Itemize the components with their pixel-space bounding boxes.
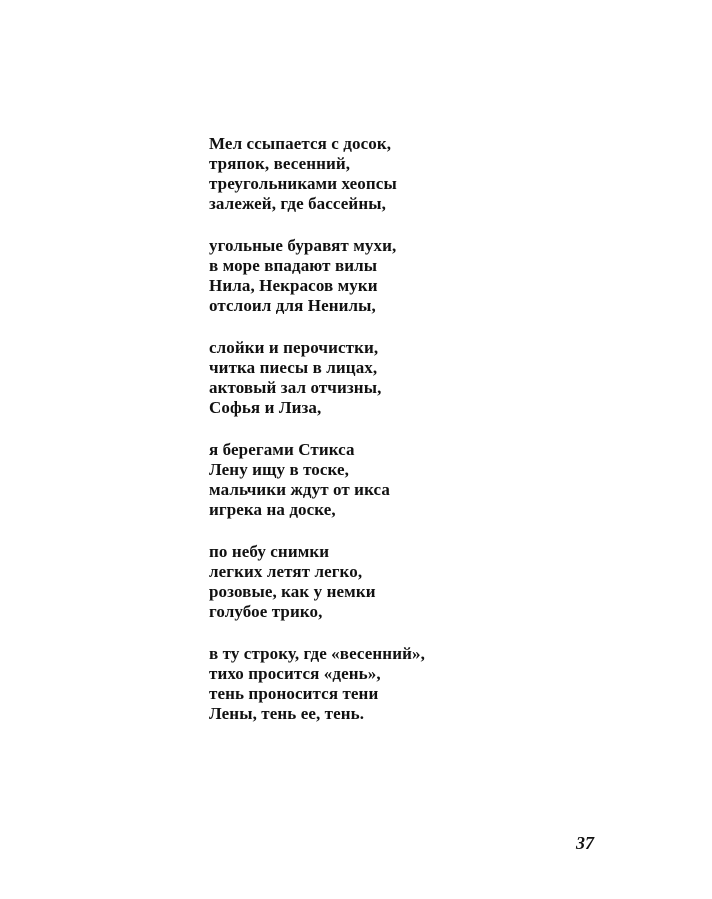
poem-line: Нила, Некрасов муки — [209, 276, 378, 295]
poem — [209, 134, 509, 746]
poem-line: угольные буравят мухи, — [209, 236, 397, 255]
stanza-3 — [209, 338, 509, 418]
stanza-1 — [209, 134, 509, 214]
stanza-2 — [209, 236, 509, 316]
poem-line: розовые, как у немки — [209, 582, 376, 601]
poem-line: я берегами Стикса — [209, 440, 355, 459]
page-number: 37 — [576, 833, 594, 853]
poem-line: Софья и Лиза, — [209, 398, 322, 417]
stanza-6 — [209, 644, 509, 724]
poem-line: слойки и перочистки, — [209, 338, 379, 357]
poem-line: тень проносится тени — [209, 684, 379, 703]
poem-line: игрека на доске, — [209, 500, 336, 519]
poem-line: по небу снимки — [209, 542, 330, 561]
poem-line: тряпок, весенний, — [209, 154, 351, 173]
poem-line: актовый зал отчизны, — [209, 378, 382, 397]
poem-line: в ту строку, где «весенний», — [209, 644, 425, 663]
poem-line: залежей, где бассейны, — [209, 194, 386, 213]
stanza-5 — [209, 542, 509, 622]
poem-line: читка пиесы в лицах, — [209, 358, 378, 377]
poem-line: в море впадают вилы — [209, 256, 378, 275]
poem-line: Мел ссыпается с досок, — [209, 134, 392, 153]
poem-line: Лену ищу в тоске, — [209, 460, 350, 479]
poem-line: треугольниками хеопсы — [209, 174, 397, 193]
poem-line: мальчики ждут от икса — [209, 480, 390, 499]
poem-line: голубое трико, — [209, 602, 323, 621]
poem-line: легких летят легко, — [209, 562, 363, 581]
poem-line: Лены, тень ее, тень. — [209, 704, 365, 723]
poem-line: тихо просится «день», — [209, 664, 381, 683]
poem-line: отслоил для Ненилы, — [209, 296, 376, 315]
stanza-4 — [209, 440, 509, 520]
